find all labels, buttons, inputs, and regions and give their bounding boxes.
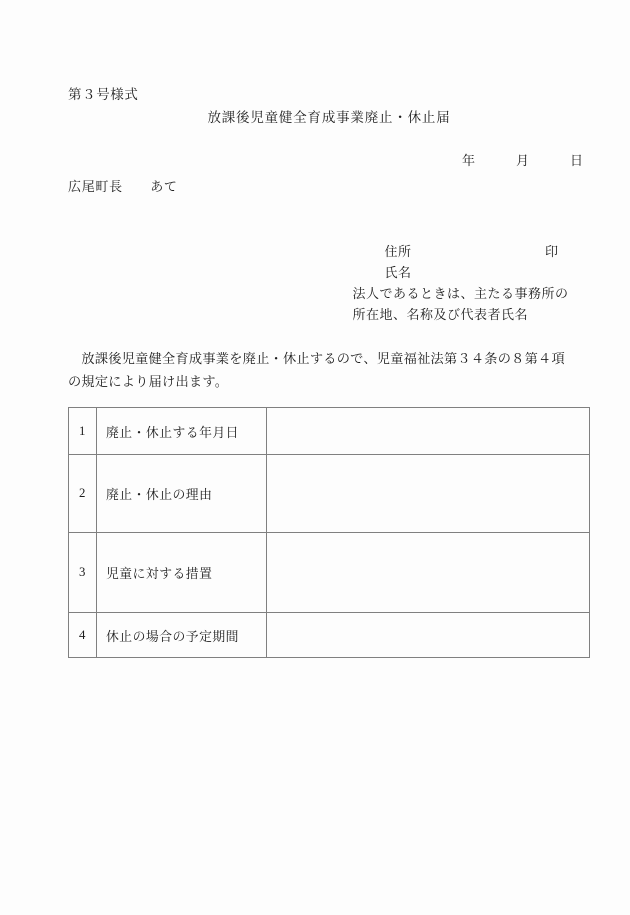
table-row: [69, 613, 590, 658]
row-number-cell: 2: [69, 455, 97, 533]
applicant-address-row: [330, 220, 569, 259]
corporate-note-text-2: 所在地、名称及び代表者氏名: [352, 307, 529, 322]
addressee-line: 広尾町長 あて: [68, 179, 178, 194]
document-title: 放課後児童健全育成事業廃止・休止届: [207, 110, 451, 125]
row-value-input-cell[interactable]: [267, 455, 590, 533]
body-paragraph: [68, 347, 580, 393]
row-number-cell: 1: [69, 408, 97, 455]
applicant-name-row: [330, 241, 569, 280]
row-number-cell: 4: [69, 613, 97, 658]
table-row: [69, 533, 590, 613]
corporate-note-line-2: [330, 283, 569, 322]
row-label-cell: 休止の場合の予定期間: [97, 613, 267, 658]
table-row: [69, 455, 590, 533]
table-row: [69, 408, 590, 455]
row-label-cell: 廃止・休止する年月日: [97, 408, 267, 455]
row-label-cell: 児童に対する措置: [97, 533, 267, 613]
row-number-cell: 3: [69, 533, 97, 613]
body-paragraph-line-1: 放課後児童健全育成事業を廃止・休止するので、児童福祉法第３４条の８第４項: [68, 351, 565, 366]
row-label-cell: 廃止・休止の理由: [97, 455, 267, 533]
row-value-input-cell[interactable]: [267, 533, 590, 613]
form-number-label: 第３号様式: [68, 87, 139, 102]
corporate-note-line-1: [330, 262, 569, 301]
applicant-address-label: 住所: [384, 244, 412, 259]
body-paragraph-line-2: の規定により届け出ます。: [68, 374, 229, 389]
row-value-input-cell[interactable]: [267, 613, 590, 658]
date-line: 年 月 日: [462, 153, 584, 168]
corporate-note-text-1: 法人であるときは、主たる事務所の: [352, 286, 569, 301]
applicant-name-label: 氏名: [384, 265, 412, 280]
seal-stamp-marker: 印: [545, 244, 559, 259]
row-value-input-cell[interactable]: [267, 408, 590, 455]
applicant-information-block: [330, 220, 569, 322]
form-entry-table: [68, 407, 590, 658]
